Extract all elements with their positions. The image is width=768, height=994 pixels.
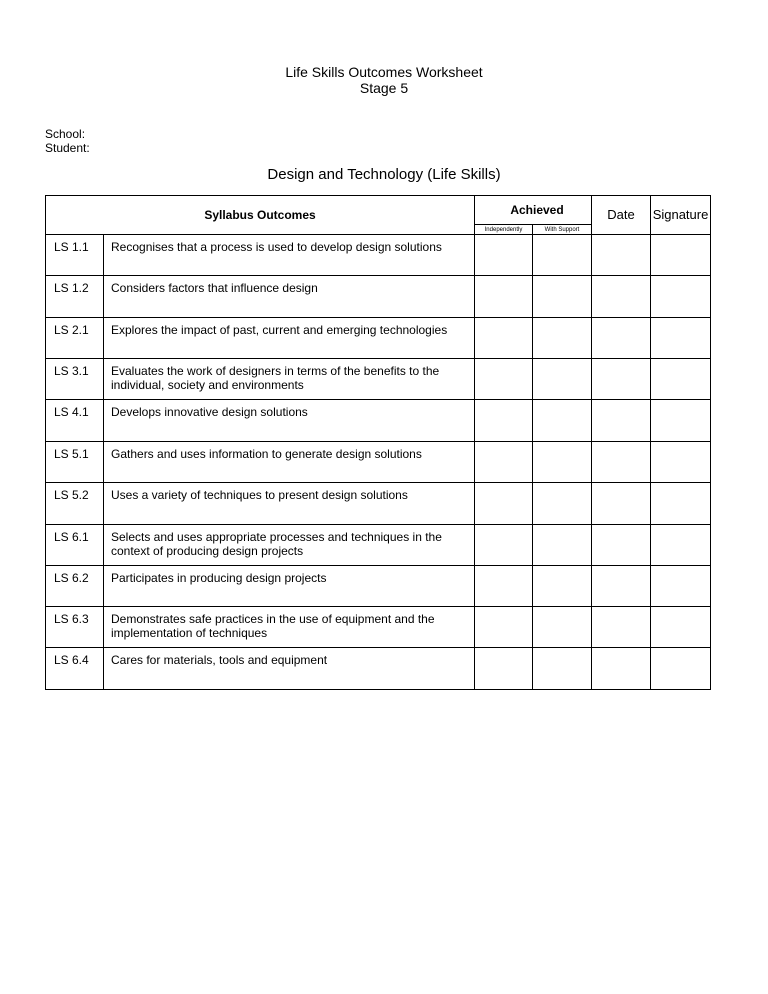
signature-cell[interactable] [651,442,711,483]
outcome-code: LS 5.1 [46,442,104,483]
signature-cell[interactable] [651,607,711,648]
independently-cell[interactable] [475,276,533,318]
independently-cell[interactable] [475,359,533,400]
header-row [46,196,711,225]
independently-cell[interactable] [475,566,533,607]
date-header: Date [592,196,651,235]
with-support-cell[interactable] [533,359,592,400]
outcome-description: Uses a variety of techniques to present design solutions [104,483,475,525]
table-row [46,483,711,525]
achieved-header: Achieved [475,196,592,225]
independently-cell[interactable] [475,607,533,648]
outcome-description: Considers factors that influence design [104,276,475,318]
signature-cell[interactable] [651,318,711,359]
signature-cell[interactable] [651,276,711,318]
outcome-code: LS 1.1 [46,235,104,276]
with-support-cell[interactable] [533,276,592,318]
signature-cell[interactable] [651,566,711,607]
table-row [46,235,711,276]
table-row [46,607,711,648]
syllabus-outcomes-header: Syllabus Outcomes [46,196,475,235]
table-row [46,318,711,359]
outcome-description: Develops innovative design solutions [104,400,475,442]
outcome-description: Recognises that a process is used to develop design solutions [104,235,475,276]
independently-cell[interactable] [475,400,533,442]
outcome-description: Selects and uses appropriate processes and techniques in the context of producing design projects [104,525,475,566]
title-line: Life Skills Outcomes Worksheet [285,64,483,80]
date-cell[interactable] [592,566,651,607]
signature-cell[interactable] [651,483,711,525]
outcome-description: Participates in producing design projects [104,566,475,607]
with-support-cell[interactable] [533,607,592,648]
date-cell[interactable] [592,318,651,359]
school-label: School: [45,127,86,141]
independently-cell[interactable] [475,318,533,359]
outcomes-table [45,195,711,690]
with-support-cell[interactable] [533,648,592,690]
student-info [45,127,90,155]
with-support-header: With Support [533,225,592,235]
table-row [46,442,711,483]
independently-header: Independently [475,225,533,235]
signature-cell[interactable] [651,235,711,276]
worksheet-title [0,64,768,96]
outcome-code: LS 4.1 [46,400,104,442]
signature-cell[interactable] [651,525,711,566]
date-cell[interactable] [592,400,651,442]
outcome-description: Explores the impact of past, current and emerging technologies [104,318,475,359]
with-support-cell[interactable] [533,318,592,359]
table-row [46,566,711,607]
independently-cell[interactable] [475,442,533,483]
signature-cell[interactable] [651,648,711,690]
independently-cell[interactable] [475,525,533,566]
outcome-description: Cares for materials, tools and equipment [104,648,475,690]
outcome-code: LS 3.1 [46,359,104,400]
table-row [46,359,711,400]
signature-header: Signature [651,196,711,235]
with-support-cell[interactable] [533,525,592,566]
independently-cell[interactable] [475,483,533,525]
outcome-description: Gathers and uses information to generate design solutions [104,442,475,483]
date-cell[interactable] [592,648,651,690]
date-cell[interactable] [592,607,651,648]
outcome-code: LS 6.1 [46,525,104,566]
date-cell[interactable] [592,483,651,525]
date-cell[interactable] [592,359,651,400]
with-support-cell[interactable] [533,566,592,607]
stage-line: Stage 5 [359,80,409,96]
independently-cell[interactable] [475,235,533,276]
outcome-code: LS 6.2 [46,566,104,607]
table-row [46,525,711,566]
table-row [46,276,711,318]
signature-cell[interactable] [651,400,711,442]
outcome-description: Demonstrates safe practices in the use of equipment and the implementation of techniques [104,607,475,648]
with-support-cell[interactable] [533,442,592,483]
subject-heading: Design and Technology (Life Skills) [267,166,501,183]
date-cell[interactable] [592,235,651,276]
date-cell[interactable] [592,442,651,483]
outcome-description: Evaluates the work of designers in terms of the benefits to the individual, society and environments [104,359,475,400]
outcome-code: LS 6.3 [46,607,104,648]
independently-cell[interactable] [475,648,533,690]
with-support-cell[interactable] [533,235,592,276]
with-support-cell[interactable] [533,400,592,442]
date-cell[interactable] [592,276,651,318]
with-support-cell[interactable] [533,483,592,525]
table-row [46,648,711,690]
outcome-code: LS 6.4 [46,648,104,690]
table-row [46,400,711,442]
signature-cell[interactable] [651,359,711,400]
date-cell[interactable] [592,525,651,566]
outcome-code: LS 5.2 [46,483,104,525]
outcome-code: LS 1.2 [46,276,104,318]
student-label: Student: [45,141,90,155]
outcome-code: LS 2.1 [46,318,104,359]
